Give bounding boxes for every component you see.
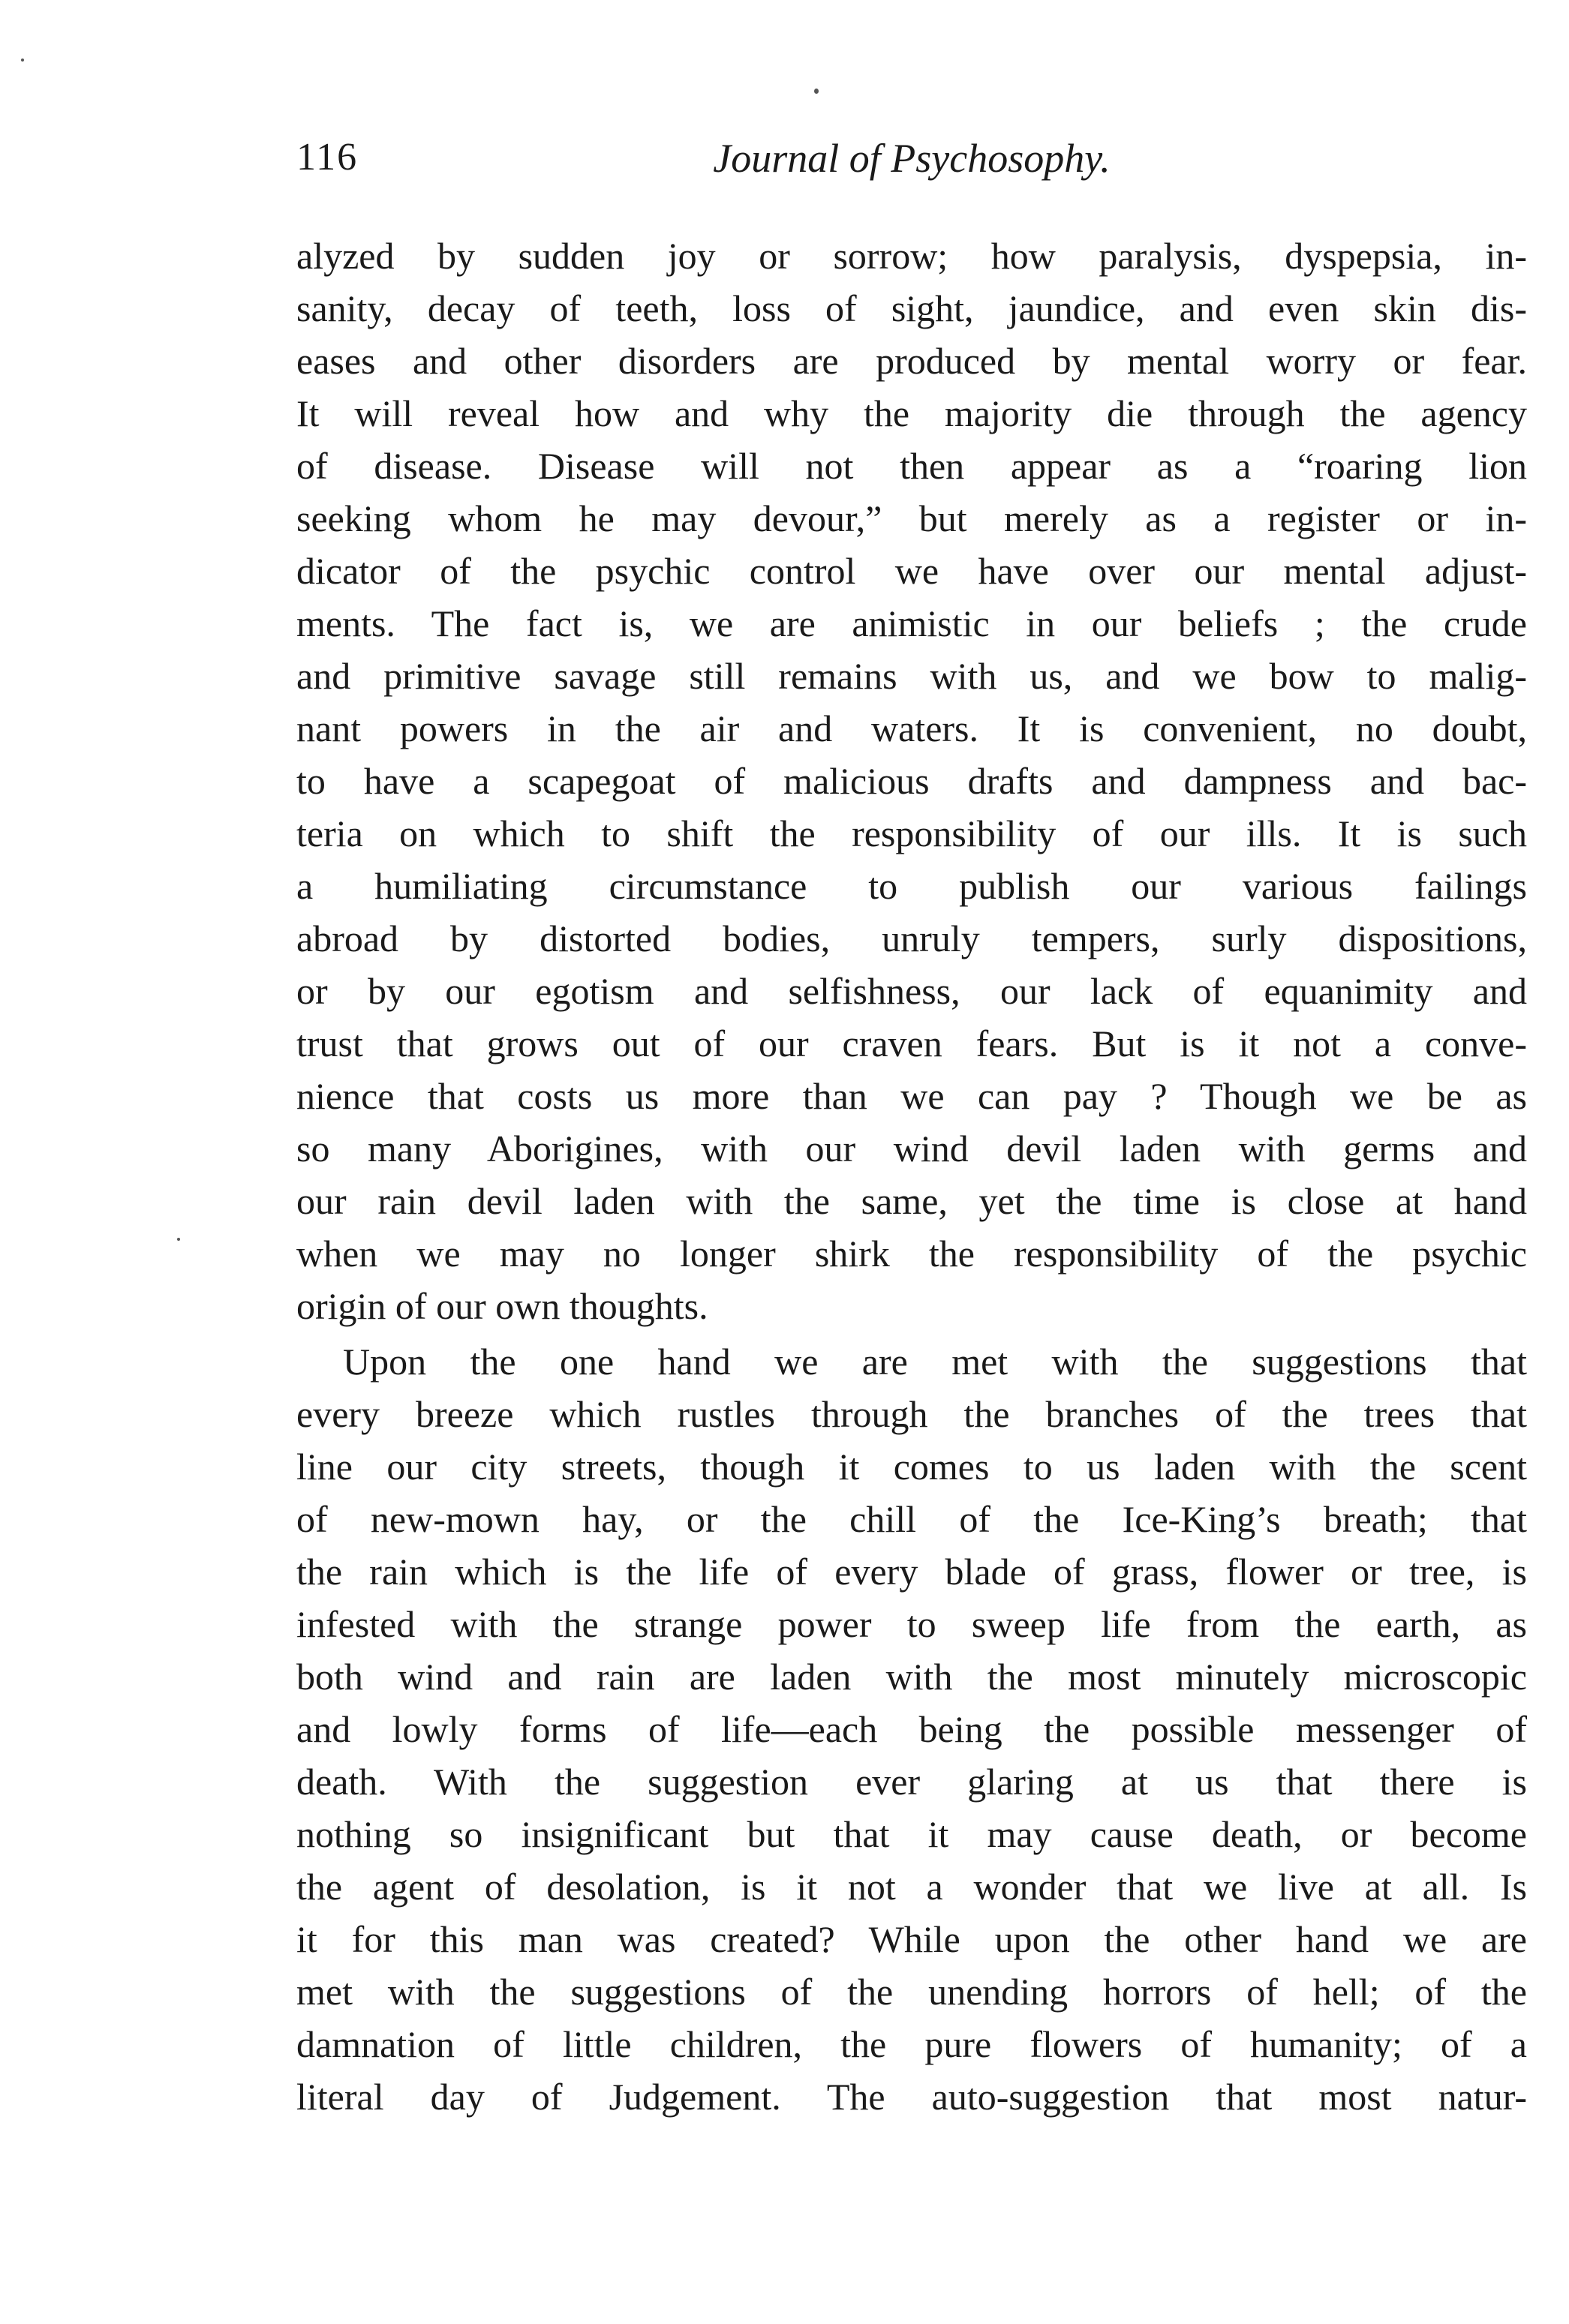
text-line: alyzed by sudden joy or sorrow; how paralysis, dyspepsia, in-: [296, 235, 1527, 277]
text-line: our rain devil laden with the same, yet the time is close at hand: [296, 1180, 1527, 1222]
scan-speck: [177, 1238, 180, 1241]
text-line: nothing so insignificant but that it may cause death, or become: [296, 1813, 1527, 1855]
text-line: line our city streets, though it comes to us laden with the scent: [296, 1446, 1527, 1488]
scan-speck: [21, 59, 24, 62]
text-line: and primitive savage still remains with us, and we bow to malig-: [296, 655, 1527, 697]
text-line: the rain which is the life of every blade of grass, flower or tree, is: [296, 1551, 1527, 1593]
text-line: origin of our own thoughts.: [296, 1285, 708, 1327]
paragraph: [296, 230, 1527, 1332]
page-number: 116: [296, 136, 359, 179]
text-line: a humiliating circumstance to publish our various failings: [296, 865, 1527, 907]
running-title: Journal of Psychosophy.: [713, 136, 1111, 181]
text-line: and lowly forms of life—each being the possible messenger of: [296, 1708, 1527, 1750]
text-line: to have a scapegoat of malicious drafts and dampness and bac-: [296, 760, 1527, 802]
text-line: sanity, decay of teeth, loss of sight, jaundice, and even skin dis-: [296, 287, 1527, 329]
text-line: both wind and rain are laden with the most minutely microscopic: [296, 1656, 1527, 1698]
text-line: Upon the one hand we are met with the suggestions that: [343, 1341, 1527, 1383]
text-line: death. With the suggestion ever glaring at us that there is: [296, 1761, 1527, 1803]
paragraph: [296, 1335, 1527, 2123]
text-line: so many Aborigines, with our wind devil laden with germs and: [296, 1127, 1527, 1170]
text-line: It will reveal how and why the majority die through the agency: [296, 392, 1527, 434]
text-line: eases and other disorders are produced by mental worry or fear.: [296, 340, 1527, 382]
text-line: abroad by distorted bodies, unruly tempers, surly dispositions,: [296, 917, 1527, 959]
text-line: seeking whom he may devour,” but merely as a register or in-: [296, 497, 1527, 539]
body-text: [296, 230, 1527, 2123]
text-line: of disease. Disease will not then appear as a “roaring lion: [296, 445, 1527, 487]
text-line: it for this man was created? While upon the other hand we are: [296, 1918, 1527, 1960]
page-header: [296, 135, 1527, 195]
text-line: nience that costs us more than we can pay ? Though we be as: [296, 1075, 1527, 1117]
text-line: or by our egotism and selfishness, our lack of equanimity and: [296, 970, 1527, 1012]
text-line: ments. The fact is, we are animistic in our beliefs ; the crude: [296, 602, 1527, 644]
text-line: trust that grows out of our craven fears. But is it not a conve-: [296, 1022, 1527, 1064]
text-line: every breeze which rustles through the branches of the trees that: [296, 1393, 1527, 1435]
text-line: literal day of Judgement. The auto-suggestion that most natur-: [296, 2076, 1527, 2118]
text-line: damnation of little children, the pure flowers of humanity; of a: [296, 2023, 1527, 2065]
text-line: infested with the strange power to sweep life from the earth, as: [296, 1603, 1527, 1645]
text-line: the agent of desolation, is it not a wonder that we live at all. Is: [296, 1866, 1527, 1908]
text-line: when we may no longer shirk the responsibility of the psychic: [296, 1233, 1527, 1275]
text-line: of new-mown hay, or the chill of the Ice-King’s breath; that: [296, 1498, 1527, 1540]
text-line: nant powers in the air and waters. It is convenient, no doubt,: [296, 707, 1527, 749]
text-line: met with the suggestions of the unending horrors of hell; of the: [296, 1971, 1527, 2013]
scan-speck: [814, 89, 819, 94]
text-line: teria on which to shift the responsibility of our ills. It is such: [296, 812, 1527, 854]
text-line: dicator of the psychic control we have over our mental adjust-: [296, 550, 1527, 592]
